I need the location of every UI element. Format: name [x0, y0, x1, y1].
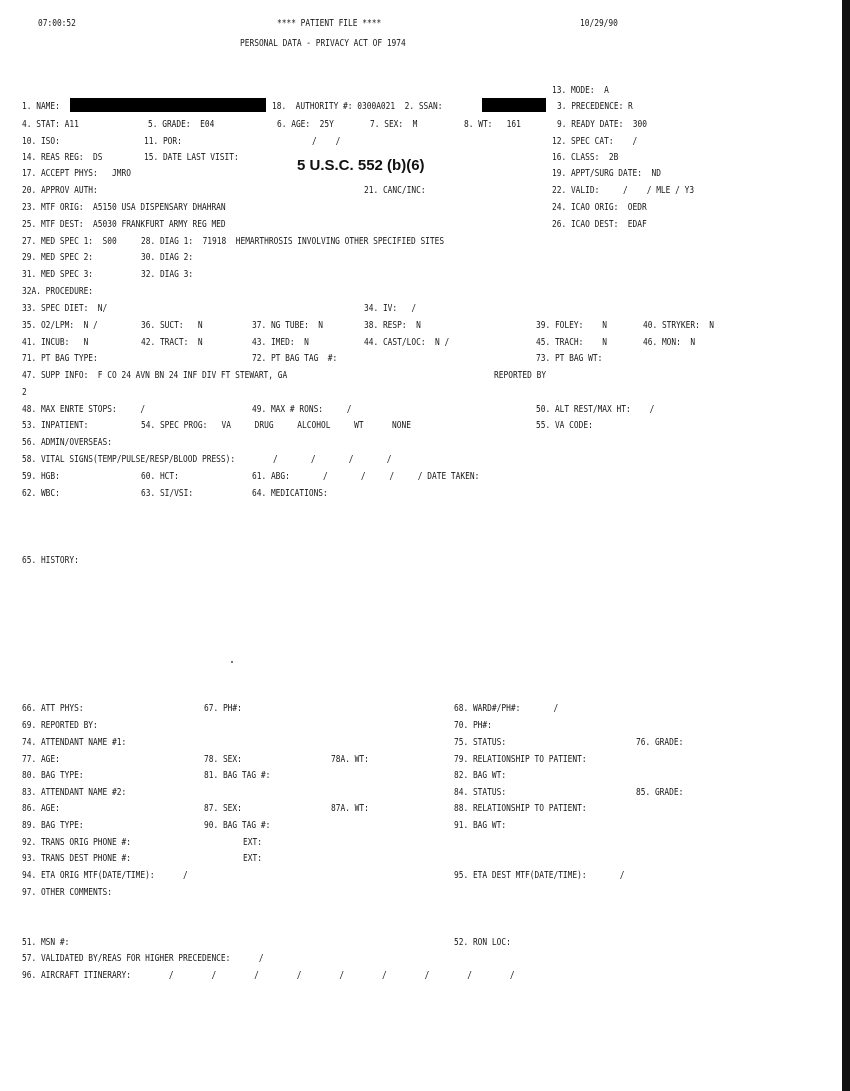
attendant-2-age-field: 86. AGE:	[22, 803, 60, 814]
incub-field: 41. INCUB: N	[22, 337, 89, 348]
spec-diet-field: 33. SPEC DIET: N/	[22, 303, 108, 314]
med-spec-2-field: 29. MED SPEC 2:	[22, 252, 94, 263]
trach-field: 45. TRACH: N	[536, 337, 608, 348]
pt-bag-type-field: 71. PT BAG TYPE:	[22, 353, 98, 364]
va-code-field: 55. VA CODE:	[536, 420, 593, 431]
date-last-visit-field: 15. DATE LAST VISIT:	[144, 152, 239, 163]
pt-bag-tag-field: 72. PT BAG TAG #:	[252, 353, 338, 364]
ward-phone-field: 68. WARD#/PH#: /	[454, 703, 559, 714]
cast-loc-field: 44. CAST/LOC: N /	[364, 337, 450, 348]
admin-overseas-field: 56. ADMIN/OVERSEAS:	[22, 437, 112, 448]
mtf-dest-field: 25. MTF DEST: A5030 FRANKFURT ARMY REG MED	[22, 219, 226, 230]
alt-rest-field: 50. ALT REST/MAX HT: /	[536, 404, 655, 415]
attendant-2-bag-type-field: 89. BAG TYPE:	[22, 820, 84, 831]
attendant-2-sex-field: 87. SEX:	[204, 803, 242, 814]
imed-field: 43. IMED: N	[252, 337, 309, 348]
foia-exemption-stamp: 5 U.S.C. 552 (b)(6)	[297, 157, 425, 174]
ssan-redaction	[482, 98, 546, 112]
aircraft-itinerary-field: 96. AIRCRAFT ITINERARY: / / / / / / / / /	[22, 970, 515, 981]
approv-auth-field: 20. APPROV AUTH:	[22, 185, 98, 196]
med-spec-3-field: 31. MED SPEC 3:	[22, 269, 94, 280]
name-field: 1. NAME:	[22, 101, 60, 112]
suct-field: 36. SUCT: N	[141, 320, 203, 331]
mtf-orig-field: 23. MTF ORIG: A5150 USA DISPENSARY DHAHRAN	[22, 202, 226, 213]
attendant-1-name-field: 74. ATTENDANT NAME #1:	[22, 737, 127, 748]
attendant-2-grade-field: 85. GRADE:	[636, 787, 684, 798]
hct-field: 60. HCT:	[141, 471, 179, 482]
diag-3-field: 32. DIAG 3:	[141, 269, 194, 280]
inpatient-field: 53. INPATIENT:	[22, 420, 89, 431]
attendant-1-bag-type-field: 80. BAG TYPE:	[22, 770, 84, 781]
max-enrte-stops-field: 48. MAX ENRTE STOPS: /	[22, 404, 146, 415]
trans-orig-phone-field: 92. TRANS ORIG PHONE #:	[22, 837, 131, 848]
reas-reg-field: 14. REAS REG: DS	[22, 152, 103, 163]
ng-tube-field: 37. NG TUBE: N	[252, 320, 324, 331]
accept-phys-field: 17. ACCEPT PHYS: JMRO	[22, 168, 131, 179]
attendant-1-status-field: 75. STATUS:	[454, 737, 507, 748]
supp-info-continuation: 2	[22, 387, 27, 398]
name-redaction	[70, 98, 266, 112]
mode-field: 13. MODE: A	[552, 85, 609, 96]
reported-by-field: 69. REPORTED BY:	[22, 720, 98, 731]
attendant-2-bag-wt-field: 91. BAG WT:	[454, 820, 507, 831]
iv-field: 34. IV: /	[364, 303, 417, 314]
attendant-1-age-field: 77. AGE:	[22, 754, 60, 765]
diag-1-field: 28. DIAG 1: 71918 HEMARTHROSIS INVOLVING OTHER SPECIFIED SITES	[141, 236, 445, 247]
scan-speck	[231, 661, 233, 663]
sex-field: 7. SEX: M	[370, 119, 418, 130]
mon-field: 46. MON: N	[643, 337, 696, 348]
attendant-1-sex-field: 78. SEX:	[204, 754, 242, 765]
reported-by-label: REPORTED BY	[494, 370, 547, 381]
attendant-2-name-field: 83. ATTENDANT NAME #2:	[22, 787, 127, 798]
trans-dest-phone-field: 93. TRANS DEST PHONE #:	[22, 853, 131, 864]
diag-2-field: 30. DIAG 2:	[141, 252, 194, 263]
abg-field: 61. ABG: / / / / DATE TAKEN:	[252, 471, 480, 482]
valid-field: 22. VALID: / / MLE / Y3	[552, 185, 695, 196]
scan-edge-border	[842, 0, 850, 1091]
wbc-field: 62. WBC:	[22, 488, 60, 499]
ready-date-field: 9. READY DATE: 300	[557, 119, 647, 130]
icao-orig-field: 24. ICAO ORIG: OEDR	[552, 202, 647, 213]
attendant-1-grade-field: 76. GRADE:	[636, 737, 684, 748]
precedence-field: 3. PRECEDENCE: R	[557, 101, 633, 112]
attendant-1-wt-field: 78A. WT:	[331, 754, 369, 765]
attendant-1-relationship-field: 79. RELATIONSHIP TO PATIENT:	[454, 754, 587, 765]
procedure-field: 32A. PROCEDURE:	[22, 286, 94, 297]
print-date: 10/29/90	[580, 18, 618, 29]
ron-loc-field: 52. RON LOC:	[454, 937, 511, 948]
attendant-2-bag-tag-field: 90. BAG TAG #:	[204, 820, 271, 831]
attendant-1-bag-wt-field: 82. BAG WT:	[454, 770, 507, 781]
att-phys-field: 66. ATT PHYS:	[22, 703, 84, 714]
icao-dest-field: 26. ICAO DEST: EDAF	[552, 219, 647, 230]
stat-field: 4. STAT: A11	[22, 119, 79, 130]
eta-orig-mtf-field: 94. ETA ORIG MTF(DATE/TIME): /	[22, 870, 188, 881]
attendant-2-wt-field: 87A. WT:	[331, 803, 369, 814]
trans-dest-ext-field: EXT:	[243, 853, 262, 864]
hgb-field: 59. HGB:	[22, 471, 60, 482]
por-field: 11. POR:	[144, 136, 182, 147]
attendant-2-relationship-field: 88. RELATIONSHIP TO PATIENT:	[454, 803, 587, 814]
att-phys-phone-field: 67. PH#:	[204, 703, 242, 714]
por-value: / /	[312, 136, 341, 147]
stryker-field: 40. STRYKER: N	[643, 320, 715, 331]
resp-field: 38. RESP: N	[364, 320, 421, 331]
spec-cat-field: 12. SPEC CAT: /	[552, 136, 638, 147]
class-field: 16. CLASS: 2B	[552, 152, 619, 163]
appt-surg-date-field: 19. APPT/SURG DATE: ND	[552, 168, 661, 179]
weight-field: 8. WT: 161	[464, 119, 521, 130]
trans-orig-ext-field: EXT:	[243, 837, 262, 848]
document-title: **** PATIENT FILE ****	[277, 18, 382, 29]
reporter-phone-field: 70. PH#:	[454, 720, 492, 731]
pt-bag-wt-field: 73. PT BAG WT:	[536, 353, 603, 364]
canc-inc-field: 21. CANC/INC:	[364, 185, 426, 196]
attendant-1-bag-tag-field: 81. BAG TAG #:	[204, 770, 271, 781]
medications-field: 64. MEDICATIONS:	[252, 488, 328, 499]
age-field: 6. AGE: 25Y	[277, 119, 334, 130]
vital-signs-field: 58. VITAL SIGNS(TEMP/PULSE/RESP/BLOOD PRESS): / / / /	[22, 454, 392, 465]
privacy-act-subtitle: PERSONAL DATA - PRIVACY ACT OF 1974	[240, 38, 406, 49]
foley-field: 39. FOLEY: N	[536, 320, 608, 331]
eta-dest-mtf-field: 95. ETA DEST MTF(DATE/TIME): /	[454, 870, 625, 881]
tract-field: 42. TRACT: N	[141, 337, 203, 348]
history-field: 65. HISTORY:	[22, 555, 79, 566]
other-comments-field: 97. OTHER COMMENTS:	[22, 887, 112, 898]
o2-lpm-field: 35. O2/LPM: N /	[22, 320, 98, 331]
si-vsi-field: 63. SI/VSI:	[141, 488, 194, 499]
iso-field: 10. ISO:	[22, 136, 60, 147]
grade-field: 5. GRADE: E04	[148, 119, 215, 130]
print-time: 07:00:52	[38, 18, 76, 29]
med-spec-1-field: 27. MED SPEC 1: S00	[22, 236, 117, 247]
attendant-2-status-field: 84. STATUS:	[454, 787, 507, 798]
authority-ssan-field: 18. AUTHORITY #: 0300A021 2. SSAN:	[272, 101, 443, 112]
spec-prog-field: 54. SPEC PROG: VA DRUG ALCOHOL WT NONE	[141, 420, 411, 431]
validated-by-field: 57. VALIDATED BY/REAS FOR HIGHER PRECEDENCE: /	[22, 953, 264, 964]
supp-info-field: 47. SUPP INFO: F CO 24 AVN BN 24 INF DIV FT STEWART, GA	[22, 370, 288, 381]
max-rons-field: 49. MAX # RONS: /	[252, 404, 352, 415]
msn-field: 51. MSN #:	[22, 937, 70, 948]
